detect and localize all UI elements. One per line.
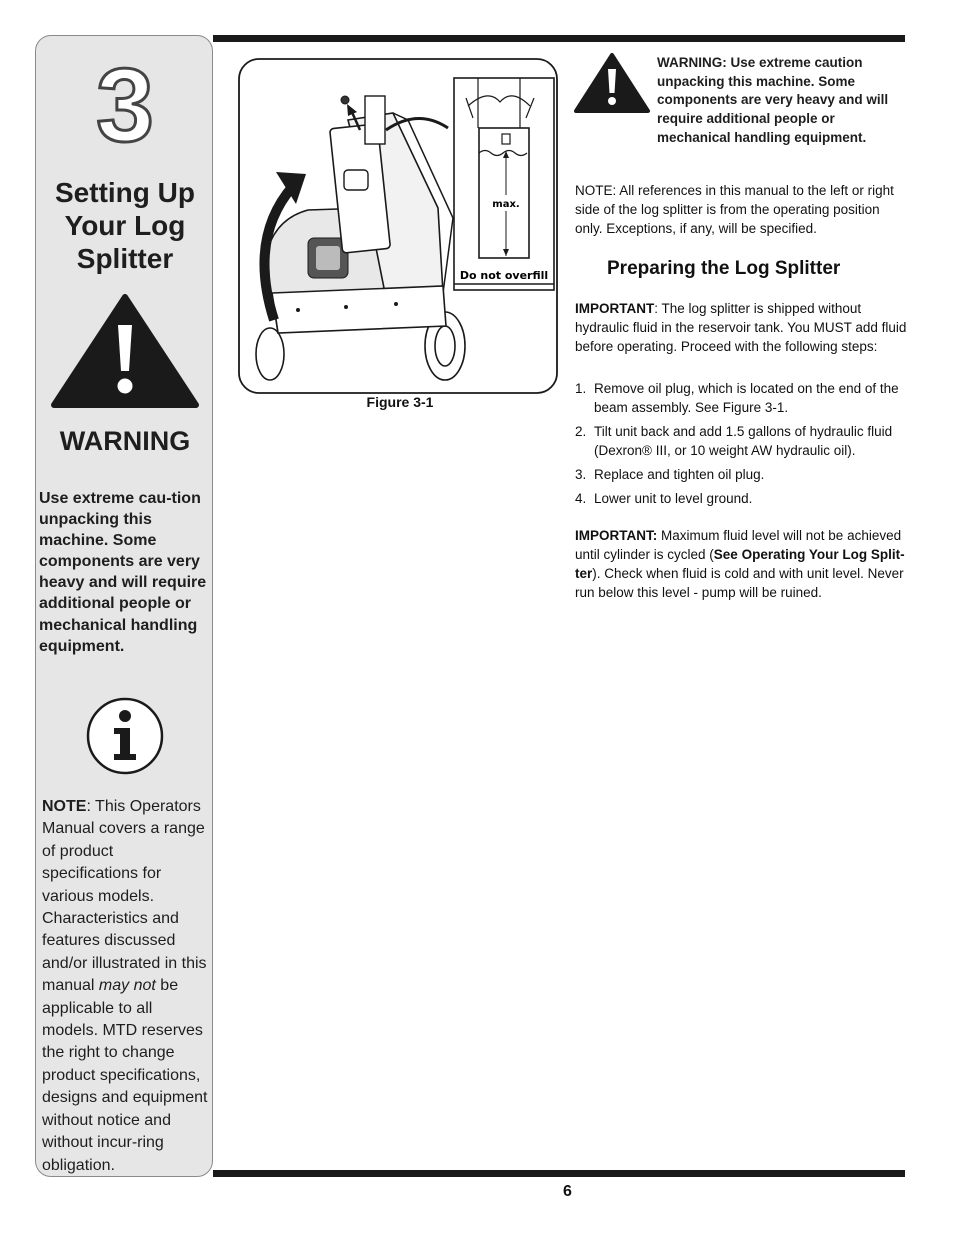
warning-triangle-icon: [50, 293, 200, 409]
warning-text: Use extreme cau-tion unpacking this machine. Some components are very heavy and will require additional people or mechanical handling equipment.: [39, 490, 207, 655]
figure-caption: Figure 3-1: [366, 394, 434, 410]
chapter-title-line: Your Log: [64, 210, 186, 241]
step-text: Remove oil plug, which is located on the end of the beam assembly. See Figure 3-1.: [594, 381, 899, 415]
warning-label: WARNING: [59, 426, 191, 456]
info-icon: [85, 696, 165, 776]
bottom-rule: [213, 1170, 905, 1177]
step-item: [575, 465, 910, 484]
steps-list: [575, 379, 910, 513]
chapter-title: [36, 176, 214, 275]
chapter-number: 3: [96, 48, 154, 164]
note-text: be applicable to all models. MTD reserves the right to change product specifications, designs and equipment without notice and without incur-ring obligation.: [42, 977, 208, 1174]
important-label: IMPORTANT:: [575, 528, 658, 543]
important-text: ). Check when fluid is cold and with unit level. Never run below this level - pump will be ruined.: [575, 566, 904, 600]
section-reference: See Operating Your Log Split-ter: [575, 547, 905, 581]
max-level-label: max.: [492, 199, 520, 210]
important-paragraph: [575, 526, 910, 602]
step-text: Lower unit to level ground.: [594, 491, 753, 506]
chapter-title-line: Setting Up: [55, 177, 195, 208]
important-label: IMPORTANT: [575, 301, 655, 316]
important-text: : The log splitter is shipped without hydraulic fluid in the reservoir tank. You MUST add fluid before operating. Proceed with the following steps:: [575, 301, 907, 354]
note-text: : This Operators Manual covers a range of product specifications for various models. Characteristics and features discussed and/or illustrated in this manual: [42, 798, 207, 995]
step-item: [575, 422, 910, 460]
note-paragraph: [42, 796, 210, 1177]
figure-3-1: [238, 58, 558, 394]
warning-text: WARNING: Use extreme caution unpacking this machine. Some components are very heavy and will require additional people or mechanical handling equipment.: [657, 55, 889, 145]
step-item: [575, 489, 910, 508]
important-text: Maximum fluid level will not be achieved until cylinder is cycled (: [575, 528, 902, 562]
step-number: 3.: [575, 467, 587, 482]
step-number: 4.: [575, 491, 587, 506]
note-label: NOTE: [42, 798, 87, 815]
step-number: 1.: [575, 381, 587, 396]
step-text: Replace and tighten oil plug.: [594, 467, 765, 482]
important-paragraph: [575, 299, 910, 356]
section-heading: Preparing the Log Splitter: [607, 258, 841, 279]
step-item: [575, 379, 910, 417]
chapter-sidebar: [35, 35, 213, 1177]
step-number: 2.: [575, 424, 587, 439]
page-number: 6: [563, 1183, 572, 1200]
overfill-label: Do not overfill: [459, 269, 549, 282]
step-text: Tilt unit back and add 1.5 gallons of hydraulic fluid (Dexron® III, or 10 weight AW hydraulic oil).: [594, 424, 893, 458]
chapter-title-line: Splitter: [76, 243, 174, 274]
note-emphasis: may not: [98, 977, 156, 995]
note-paragraph: NOTE: All references in this manual to the left or right side of the log splitter is from the operating position only. Exceptions, if any, will be specified.: [575, 183, 894, 236]
top-rule: [213, 35, 905, 42]
warning-triangle-icon: [573, 52, 651, 114]
